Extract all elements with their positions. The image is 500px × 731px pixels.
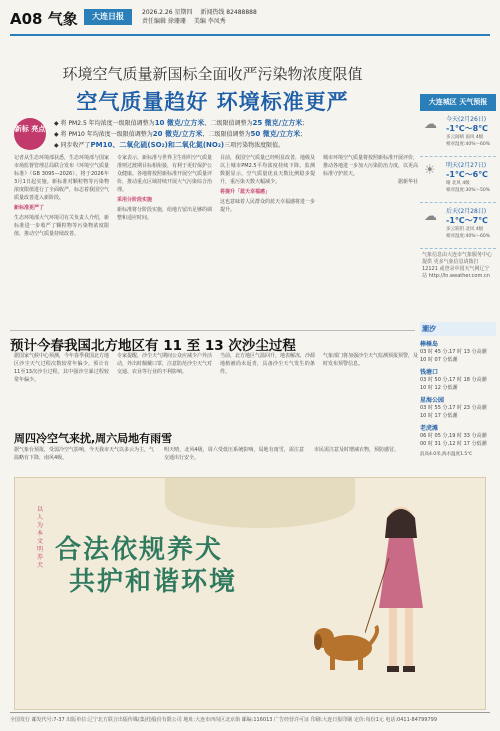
weekly-body: 据气象台预报，受弱冷空气影响，今天我市天气以多云为主，气温略有下降，南风4级。 明天晴，北风4级，周六受低压系统影响，局地有雨雪，需注意交通出行安全。 市民需注意及时增减衣物，预防感冒。	[14, 447, 400, 461]
tide-title: 潮汐	[420, 322, 496, 336]
news-hotline: 新闻热线 82488888	[200, 9, 257, 16]
tree-decoration	[165, 478, 355, 528]
slogan-line-1: 合法依规养犬	[55, 535, 224, 565]
story-column-3: 目前，我国空气质量已经明显改善，地级及以上城市PM2.5平均浓度持续下降。监测数据显示，空气质量优良天数比例稳步提升，重污染天数大幅减少。 将提升「蓝天幸福感」 这也意味着人民群众的蓝天幸福感将进一步提升。	[220, 155, 316, 213]
story-column-2: 专家表示，新标准与世界卫生组织空气质量准则过渡期目标相衔接，有利于更好保护公众健康。各地将按照新标准开展空气质量评价，推动重点区域持续开展大气污染综合治理。 采用分阶段实施 新标准将分阶段实施，给地方留出足够的调整和适应时间。	[117, 155, 213, 221]
page-footer: 全国发行 邮发代号:7-37 出版单位:辽宁北方联合出版传媒(集团)股份有限公司 地址:大连市西岗区北京街 邮编:116013 广告经营许可证 印刷:大连日报印刷 定价:每份1元 电话:0411-84799799	[10, 712, 490, 723]
banner-vertical-text: 以人为本 文明养犬	[36, 506, 43, 569]
story-kicker: 环境空气质量新国标全面收严污染物浓度限值	[62, 65, 363, 83]
story-body	[14, 154, 418, 330]
highlight-roundel: 新标 亮点	[14, 118, 46, 150]
cloudy-icon: ☁	[424, 117, 437, 132]
forecast-title: 大连城区 天气预报	[420, 94, 496, 111]
sand-headline: 预计今春我国北方地区有 11 至 13 次沙尘过程	[10, 330, 415, 354]
girl-illustration	[365, 498, 435, 688]
story-column-1: 记者从生态环境部获悉，生态环境部与国家市场监督管理总局联合发布《环境空气质量标准》（GB 3095—2026），将于2026年3月1日起实施。新标准对颗粒物等污染物浓度限值进行了全面收严，标志着我国空气质量改善进入新阶段。 新标准更严了 生态环境部大气环境司有关负责人介绍，新标准进一步收严了颗粒物等污染物浓度限值，推动空气质量持续改善。	[14, 155, 110, 237]
forecast-day: ☀ 明天(2月27日) -1℃～6℃ 晴 北风 4级 相对湿度:30%～50%	[420, 157, 496, 203]
editor-credit: 责任编辑 徐珊珊	[142, 18, 186, 25]
masthead-logo: 大连日报	[84, 9, 132, 25]
story-column-4: 城市环境空气质量将按照新标准开展评价，推动各地进一步加大污染防治力度，以更高标准守护蓝天。 据新华社	[323, 155, 419, 185]
designer-credit: 美编 李凤秀	[193, 18, 226, 25]
bullet-pm10: ◆ 将 PM10 年均浓度一级限值调整为20 微克/立方米，二级限值调整为50 微克/立方米；	[54, 130, 307, 138]
forecast-day: ☁ 后天(2月28日) -1℃～7℃ 多云转阴 北风 4级 相对湿度:40%～60%	[420, 203, 496, 249]
sunny-icon: ☀	[424, 163, 436, 178]
sand-column-2: 专家提醒，沙尘天气期间公众应减少户外活动，外出时佩戴口罩，注意防范沙尘天气对交通、农业等行业的不利影响。	[117, 353, 213, 375]
sand-body	[14, 352, 418, 428]
forecast-note: 气象信息由大连市气象服务中心提供 更多气象信息请拨打 12121 或登录中国天气网辽宁站 http://ln.weather.com.cn	[422, 252, 493, 279]
section-label: A08 气象	[10, 10, 78, 28]
bullet-other: ◆ 同步收严了PM10、二氧化硫(SO₂)和二氧化氮(NO₂)三项污染物浓度限值。	[54, 141, 285, 149]
cloudy-icon: ☁	[424, 209, 437, 224]
slogan-line-2: 共护和谐环境	[69, 567, 238, 597]
tide-table: 潮汐 棒棰岛 03 时 45 分,17 时 13 分高潮 10 时 07 分低潮 钱塘口 03 时 50 分,17 时 18 分高潮 10 时 12 分低潮 星海公园 03 时 55 分,17 时 23 分高潮 10 时 17 分低潮 老虎滩 06 时 05 分,19 时 33 分高潮 00 时 31 分,12 时 17 分低潮 浪高4.0米,海水温度1.5℃	[420, 322, 496, 472]
issue-date: 2026.2.26 星期四	[142, 9, 193, 16]
sand-column-1: 据国家气候中心预测，今年春季我国北方地区沙尘天气过程次数较常年偏少，预计有11至13次沙尘过程，其中强沙尘暴过程较常年偏少。	[14, 353, 110, 383]
sand-column-4: 气象部门将加强沙尘天气监测预报预警，及时发布预警信息。	[323, 353, 419, 367]
bullet-pm25: ◆ 将 PM2.5 年均浓度一级限值调整为10 微克/立方米，二级限值调整为25 微克/立方米；	[54, 119, 309, 127]
story-source: 据新华社	[397, 179, 418, 185]
sand-column-3: 当前，北方地区气温回升，地表解冻，沙源地植被尚未返青，具备沙尘天气发生的条件。	[220, 353, 316, 375]
forecast-day: ☁ 今天(2月26日) -1℃～8℃ 多云间晴 南风 4级 相对湿度:40%～60%	[420, 111, 496, 157]
banner-slogan	[55, 534, 237, 598]
page-header	[10, 6, 490, 36]
highlight-bullets	[54, 118, 414, 151]
dog-ownership-banner	[14, 477, 486, 710]
header-meta	[142, 8, 322, 26]
weather-sidebar	[420, 94, 496, 283]
weekly-headline: 周四冷空气来扰,周六局地有雨雪	[14, 432, 173, 445]
story-headline: 空气质量趋好 环境标准更严	[76, 90, 349, 114]
